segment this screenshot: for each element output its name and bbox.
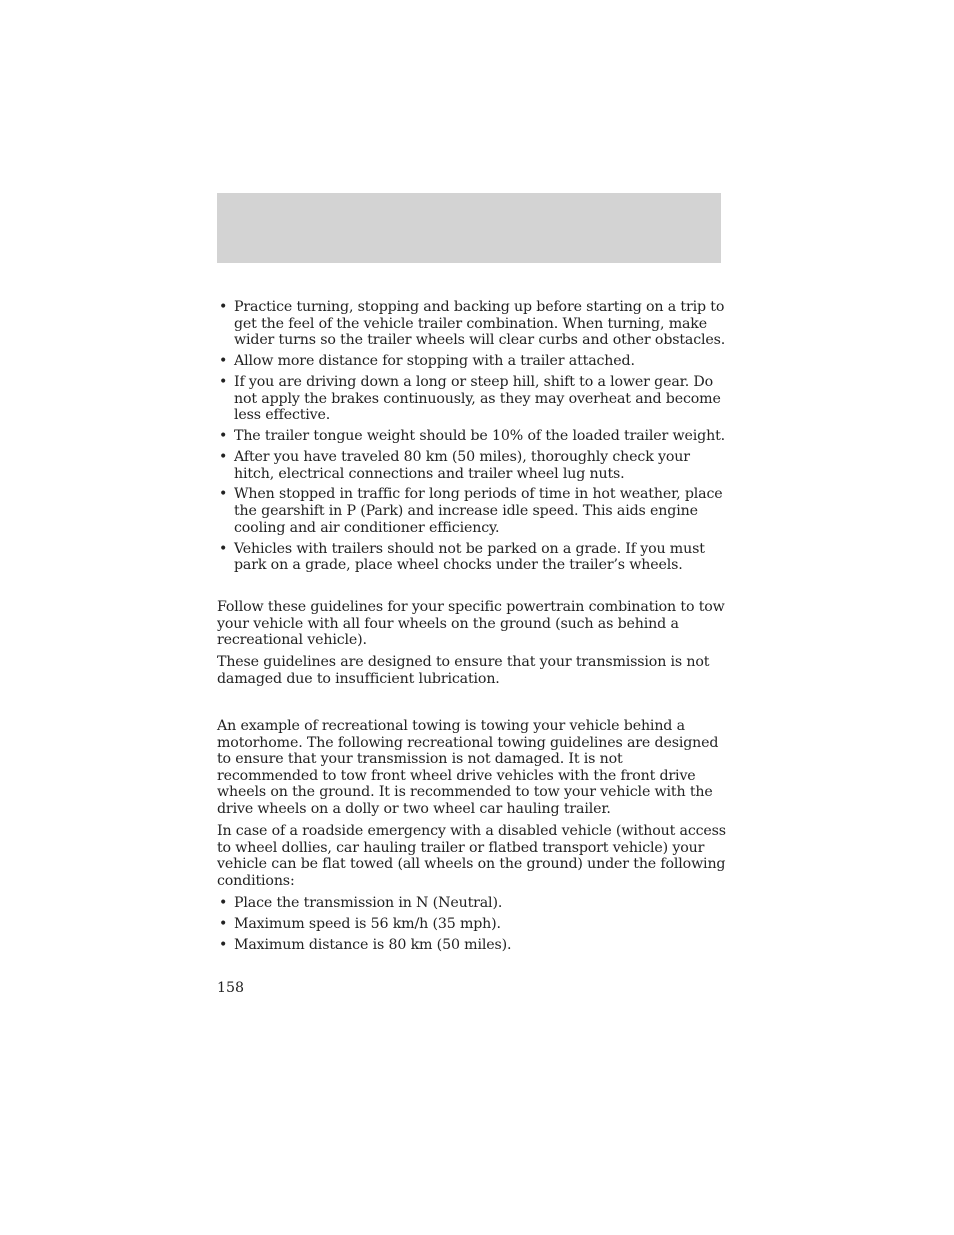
list-item: • Vehicles with trailers should not be parked on a grade. If you must park on a grade, place wheel chocks under the trailer’s wheels.	[217, 541, 727, 574]
list-item: • Maximum distance is 80 km (50 miles).	[217, 937, 727, 954]
recreational-paragraph: In case of a roadside emergency with a disabled vehicle (without access to wheel dollies, car hauling trailer or flatbed transport vehicle) your vehicle can be flat towed (all wheels on the ground) under the following conditions:	[217, 823, 726, 889]
list-item: • After you have traveled 80 km (50 miles), thoroughly check your hitch, electrical connections and trailer wheel lug nuts.	[217, 449, 727, 482]
list-item: • Allow more distance for stopping with a trailer attached.	[217, 353, 727, 370]
list-item: • When stopped in traffic for long periods of time in hot weather, place the gearshift in P (Park) and increase idle speed. This aids engine cooling and air conditioner efficiency.	[217, 486, 727, 536]
section-spacer	[217, 693, 727, 718]
section-header-band	[217, 193, 721, 263]
conditions-list	[217, 895, 727, 953]
list-item: • Maximum speed is 56 km/h (35 mph).	[217, 916, 727, 933]
list-item: • The trailer tongue weight should be 10% of the loaded trailer weight.	[217, 428, 727, 445]
list-item: • If you are driving down a long or steep hill, shift to a lower gear. Do not apply the brakes continuously, as they may overheat and become less effective.	[217, 374, 727, 424]
list-item: • Practice turning, stopping and backing up before starting on a trip to get the feel of the vehicle trailer combination. When turning, make wider turns so the trailer wheels will clear curbs and other obstacles.	[217, 299, 727, 349]
page-number: 158	[217, 980, 245, 996]
list-item: • Place the transmission in N (Neutral).	[217, 895, 727, 912]
towing-intro-paragraph: These guidelines are designed to ensure that your transmission is not damaged due to insufficient lubrication.	[217, 654, 710, 687]
trailer-tips-list	[217, 299, 727, 574]
section-spacer	[217, 578, 727, 599]
recreational-paragraph: An example of recreational towing is towing your vehicle behind a motorhome. The following recreational towing guidelines are designed to ensure that your transmission is not damaged. It is not recommended to tow front wheel drive vehicles with the front drive wheels on the ground. It is recommended to tow your vehicle with the drive wheels on a dolly or two wheel car hauling trailer.	[217, 717, 719, 817]
towing-intro-paragraph: Follow these guidelines for your specific powertrain combination to tow your vehicle with all four wheels on the ground (such as behind a recreational vehicle).	[217, 598, 725, 649]
page-content	[217, 299, 727, 958]
